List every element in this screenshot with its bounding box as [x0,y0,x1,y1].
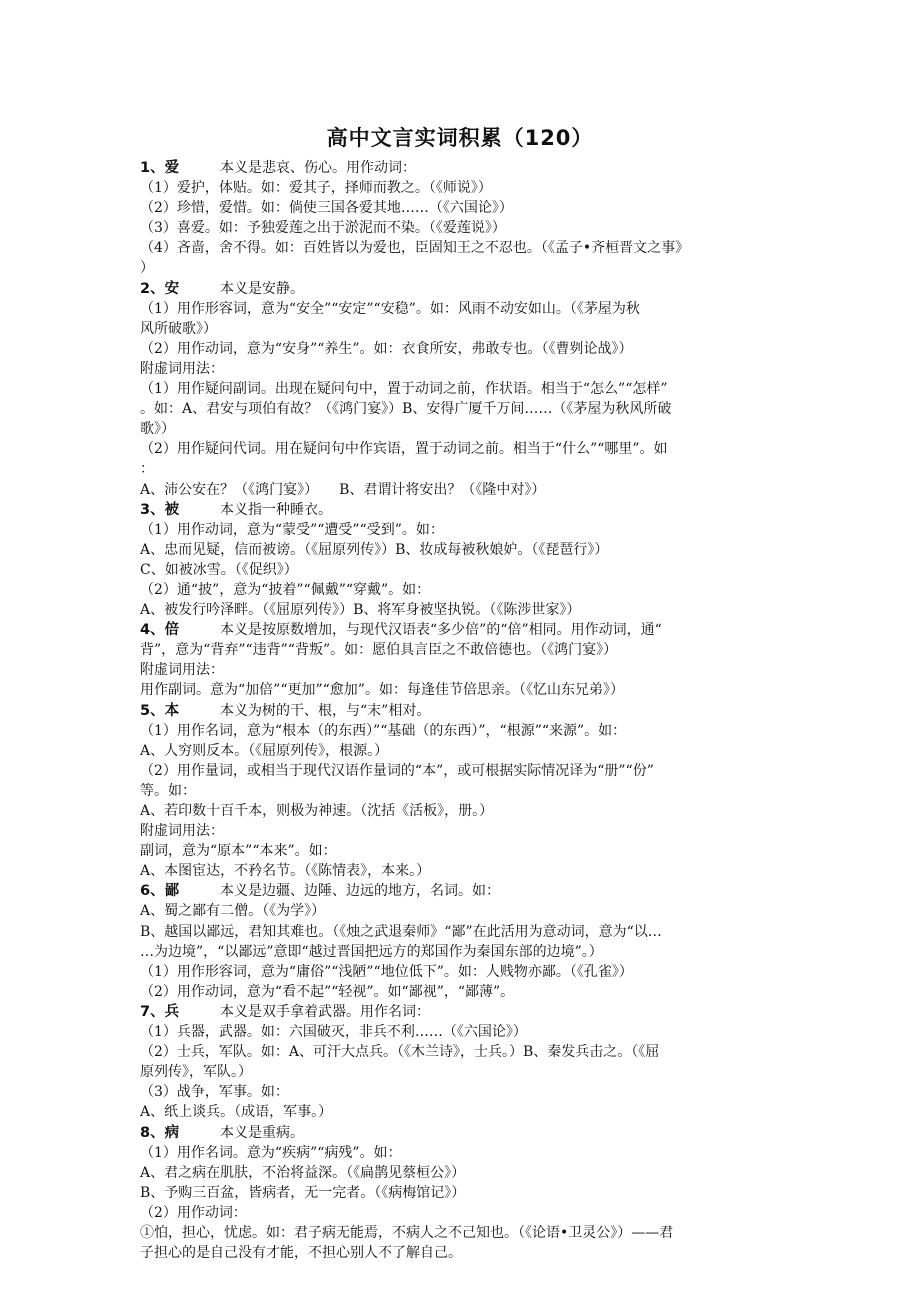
entry-headword: 7、兵 [140,1003,180,1020]
entry-line: （2）士兵，军队。如：A、可汗大点兵。（《木兰诗》，士兵。）B、秦发兵击之。（《屈 [140,1044,660,1061]
entry-line: （2）用作动词： [140,1204,247,1221]
entry-line: （3）战争，军事。如： [140,1084,289,1101]
entry-line: 用作副词。意为“加倍”“更加”“愈加”。如：每逢佳节倍思亲。（《忆山东兄弟》） [140,682,624,699]
entry-line: （2）通“披”，意为“披着”“佩戴”“穿戴”。如： [140,581,431,598]
entry-line: 子担心的是自己没有才能，不担心别人不了解自己。 [140,1245,462,1262]
entry-line: （1）用作名词。意为“疾病”“病残”。如： [140,1144,402,1161]
entry-line: 原列传》，军队。） [140,1064,252,1081]
entry-heading [140,881,784,901]
entry-line: （1）爱护，体贴。如：爱其子，择师而教之。（《师说》） [140,180,492,197]
entry-line: A、君之病在肌肤，不治将益深。（《扁鹊见蔡桓公》） [140,1164,466,1181]
entry-line: A、忠而见疑，信而被谤。（《屈原列传》）B、妆成每被秋娘妒。（《琵琶行》） [140,541,609,558]
entry-line: （4）吝啬，舍不得。如：百姓皆以为爱也，臣固知王之不忍也。（《孟子•齐桓晋文之事》 [140,240,690,257]
document-body [140,158,784,1263]
entry-line: A、蜀之鄙有二僧。（《为学》） [140,903,326,920]
entry-line: 风所破歌》） [140,320,217,337]
entry-headword: 4、倍 [140,622,180,639]
entry-headword: 6、鄙 [140,883,180,900]
entry-heading [140,500,784,520]
entry-line: A、本图宦达，不矜名节。（《陈情表》，本来。） [140,863,431,880]
entry-heading [140,701,784,721]
entry-line: （1）用作形容词，意为“安全”“安定”“安稳”。如：风雨不动安如山。（《茅屋为秋 [140,300,640,317]
entry-line: （2）用作量词，或相当于现代汉语作量词的“本”，或可根据实际情况译为“册”“份” [140,762,654,779]
entry-line: ： [140,461,154,478]
entry-line: A、沛公安在？（《鸿门宴》） B、君谓计将安出？（《隆中对》） [140,481,546,498]
entry-line: 附虚词用法： [140,823,224,840]
entry-definition: 本义为树的干、根，与“末”相对。 [220,702,431,719]
entry-line: 背”，意为“背弃”“违背”“背叛”。如：愿伯具言臣之不敢倍德也。（《鸿门宴》） [140,642,618,659]
entry-line: （1）用作动词，意为“蒙受”“遭受”“受到”。如： [140,521,444,538]
page-title: 高中文言实词积累（120） [326,126,594,150]
entry-definition: 本义是边疆、边陲、边远的地方，名词。如： [220,883,500,900]
entry-line: （2）珍惜，爱惜。如：倘使三国各爱其地……（《六国论》） [140,200,513,217]
entry-line: （2）用作疑问代词。用在疑问句中作宾语，置于动词之前。相当于“什么”“哪里”。如 [140,441,668,458]
entry-line: 歌》） [140,421,175,438]
entry-line: A、若印数十百千本，则极为神速。（沈括《活板》，册。） [140,803,494,819]
entry-line: 。如：A、君安与项伯有故？（《鸿门宴》）B、安得广厦千万间……（《茅屋为秋风所破 [140,401,672,418]
entry-line: B、予购三百盆，皆病者，无一完者。（《病梅馆记》） [140,1184,466,1201]
entry-headword: 8、病 [140,1124,180,1141]
entry-line: 等。如： [140,782,196,799]
entry-definition: 本义是双手拿着武器。用作名词： [220,1003,430,1020]
entry-headword: 2、安 [140,280,180,297]
entry-headword: 1、爱 [140,160,180,176]
entry-line: （1）用作名词，意为“根本（的东西）”“基础（的东西）”，“根源”“来源”。如： [140,722,627,739]
entry-line: （3）喜爱。如：予独爱莲之出于淤泥而不染。（《爱莲说》） [140,220,506,237]
entry-definition: 本义是悲哀、伤心。用作动词： [220,160,416,176]
entry-line: ） [140,260,154,277]
entry-line: B、越国以鄙远，君知其难也。（《烛之武退秦师》“鄙”在此活用为意动词，意为“以… [140,923,662,940]
entry-line: C、如被冰雪。（《促织》） [140,561,298,578]
entry-line: 附虚词用法： [140,662,224,679]
entry-line: （2）用作动词，意为“安身”“养生”。如：衣食所安，弗敢专也。（《曹刿论战》） [140,340,633,357]
entry-line: A、被发行吟泽畔。（《屈原列传》）B、将军身被坚执锐。（《陈涉世家》） [140,602,581,619]
entry-definition: 本义是安静。 [220,280,304,297]
entry-line: （1）兵器，武器。如：六国破灭，非兵不利……（《六国论》） [140,1024,527,1041]
entry-definition: 本义是按原数增加，与现代汉语表“多少倍”的“倍”相同。用作动词，通“ [220,622,662,639]
entry-line: A、纸上谈兵。（成语，军事。） [140,1104,333,1121]
entry-line: （1）用作形容词，意为“庸俗”“浅陋”“地位低下”。如：人贱物亦鄙。（《孔雀》） [140,963,633,980]
entry-headword: 3、被 [140,501,180,518]
entry-line: （2）用作动词，意为“看不起”“轻视”。如“鄙视”，“鄙薄”。 [140,983,515,1000]
entry-heading [140,620,784,640]
entry-definition: 本义是重病。 [220,1124,304,1141]
entry-line: ①怕，担心，忧虑。如：君子病无能焉，不病人之不己知也。（《论语•卫灵公》）——君 [140,1224,674,1241]
entry-headword: 5、本 [140,702,180,719]
entry-line: （1）用作疑问副词。出现在疑问句中，置于动词之前，作状语。相当于“怎么”“怎样” [140,381,668,398]
entry-heading [140,1123,784,1143]
entry-line: 副词，意为“原本”“本来”。如： [140,843,337,860]
entry-heading [140,279,784,299]
entry-heading [140,1002,784,1022]
entry-line: …为边境”，“以鄙远”意即“越过晋国把远方的郑国作为秦国东部的边境”。） [140,943,603,960]
entry-line: 附虚词用法： [140,360,224,377]
entry-line: A、人穷则反本。（《屈原列传》，根源。） [140,742,389,759]
entry-heading [140,158,784,178]
entry-definition: 本义指一种睡衣。 [220,501,332,518]
